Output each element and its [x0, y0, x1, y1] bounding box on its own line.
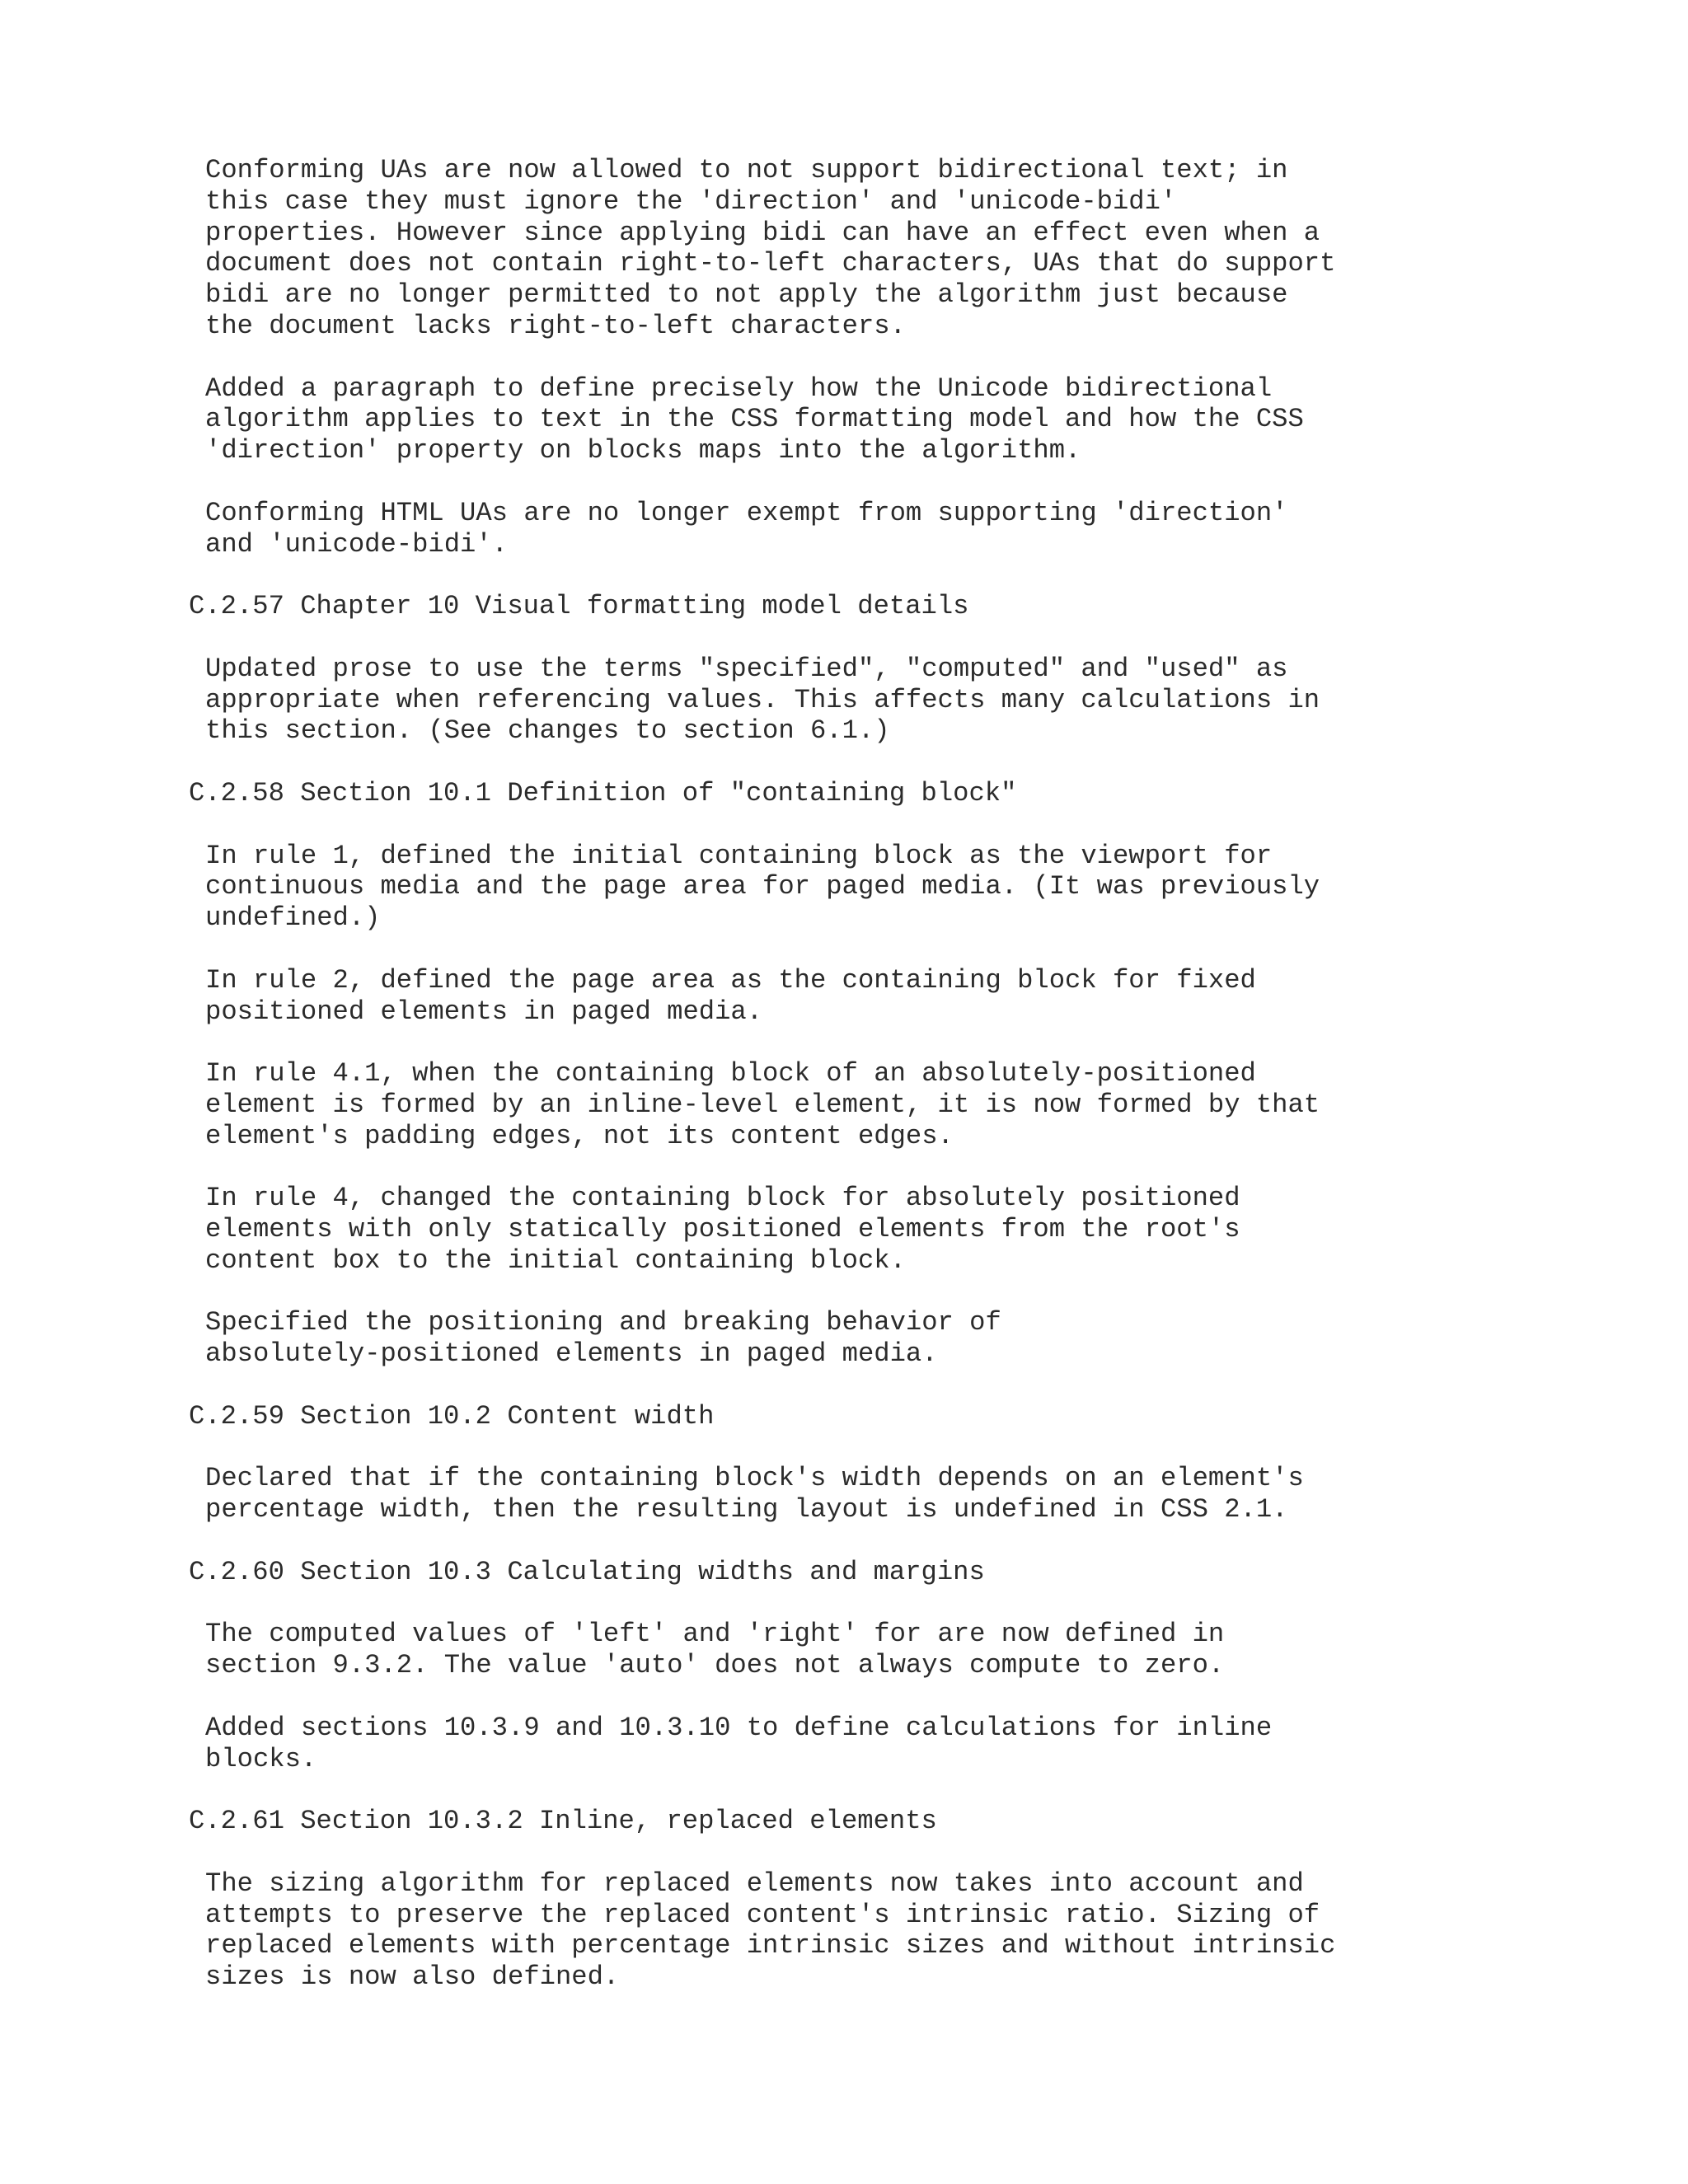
section-heading-c-2-59: C.2.59 Section 10.2 Content width [189, 1400, 715, 1432]
paragraph-inline-blocks: Added sections 10.3.9 and 10.3.10 to define calculations for inline blocks. [205, 1712, 1273, 1774]
paragraph-left-right: The computed values of 'left' and 'right' for are now defined in section 9.3.2. The value 'auto' does not always compute to zero. [205, 1619, 1225, 1681]
paragraph-rule-4-1: In rule 4.1, when the containing block of an absolutely-positioned element is formed by an inline-level element, it is now formed by that element's padding edges, not its content edges. [205, 1058, 1320, 1151]
paragraph-rule-4: In rule 4, changed the containing block for absolutely positioned elements with only statically positioned elements from the root's content box to the initial containing block. [205, 1183, 1240, 1276]
paragraph-bidi-support: Conforming UAs are now allowed to not support bidirectional text; in this case they must ignore the 'direction' and 'unicode-bidi' properties. However since applying bidi can have an effect even when a document does not contain right-to-left characters, UAs that do support bidi are no longer permitted to not apply the algorithm just because the document lacks right-to-left characters. [205, 155, 1336, 341]
section-heading-c-2-60: C.2.60 Section 10.3 Calculating widths and margins [189, 1556, 985, 1587]
document-page [0, 155, 1688, 2024]
section-heading-c-2-57: C.2.57 Chapter 10 Visual formatting model details [189, 591, 969, 622]
paragraph-rule-1: In rule 1, defined the initial containing block as the viewport for continuous media and the page area for paged media. (It was previously undefined.) [205, 840, 1320, 934]
section-heading-c-2-61: C.2.61 Section 10.3.2 Inline, replaced elements [189, 1806, 937, 1837]
paragraph-paged-media: Specified the positioning and breaking behavior of absolutely-positioned elements in paged media. [205, 1307, 1001, 1370]
section-heading-c-2-58: C.2.58 Section 10.1 Definition of "containing block" [189, 777, 1017, 808]
paragraph-content-width: Declared that if the containing block's width depends on an element's percentage width, then the resulting layout is undefined in CSS 2.1. [205, 1463, 1304, 1526]
paragraph-sizing-algorithm: The sizing algorithm for replaced elements now takes into account and attempts to preserve the replaced content's intrinsic ratio. Sizing of replaced elements with percentage intrinsic sizes and without intrinsic sizes is now also defined. [205, 1868, 1336, 1993]
paragraph-rule-2: In rule 2, defined the page area as the containing block for fixed positioned elements in paged media. [205, 964, 1256, 1027]
paragraph-bidi-algorithm: Added a paragraph to define precisely how the Unicode bidirectional algorithm applies to text in the CSS formatting model and how the CSS 'direction' property on blocks maps into the algorithm. [205, 373, 1304, 466]
paragraph-updated-prose: Updated prose to use the terms "specified", "computed" and "used" as appropriate when referencing values. This affects many calculations in this section. (See changes to section 6.1.) [205, 653, 1320, 747]
paragraph-html-uas: Conforming HTML UAs are no longer exempt from supporting 'direction' and 'unicode-bidi'. [205, 497, 1288, 560]
